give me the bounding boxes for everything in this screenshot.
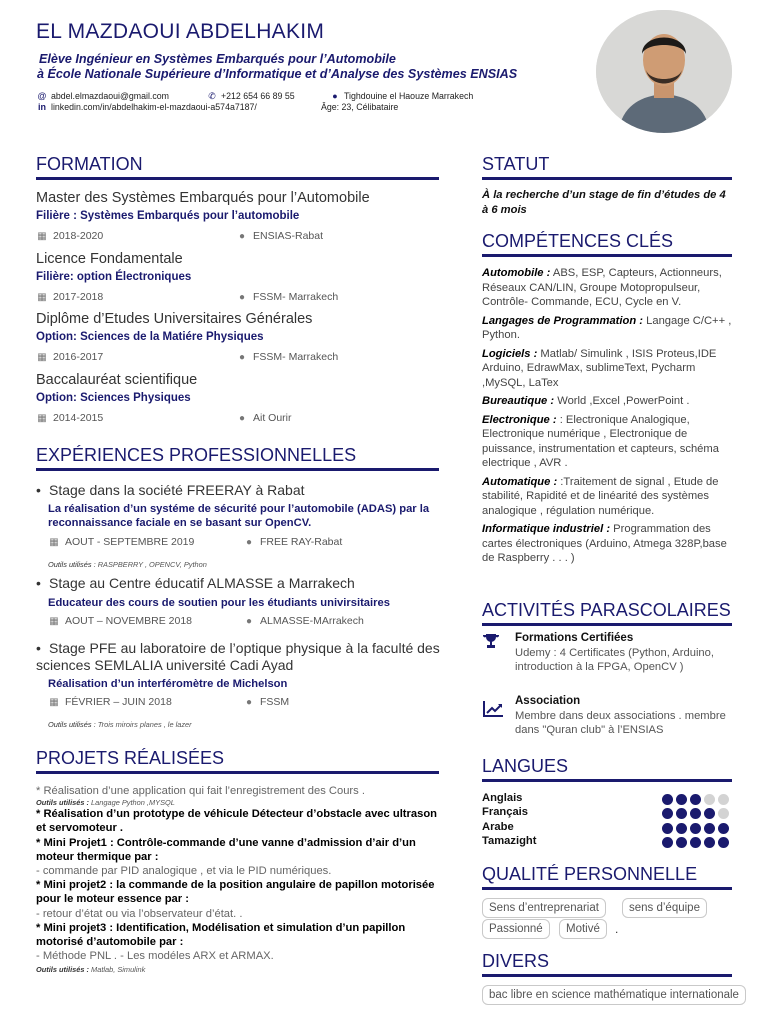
skill-item: [482, 522, 734, 566]
skill-item: [482, 314, 734, 343]
calendar-icon: ▦: [37, 292, 47, 303]
tools-label: Outils utilisés :: [48, 560, 96, 569]
tools-text: Matlab, Simulink: [91, 965, 146, 975]
experience-place: [243, 696, 289, 708]
education-degree: Master des Systèmes Embarqués pour l’Automobile: [36, 190, 370, 206]
experience-description: La réalisation d’un systéme de sécurité pour l’automobile (ADAS) par la reconnaissance faciale en se basant sur OpenCV.: [48, 503, 430, 529]
experience-dates: [48, 615, 192, 627]
experience-dates-text: FÉVRIER – JUIN 2018: [65, 696, 172, 708]
experience-title-text: Stage dans la société FREERAY à Rabat: [49, 482, 305, 498]
projects-list: [36, 784, 448, 974]
linkedin-item[interactable]: [37, 102, 257, 113]
age-status: Âge: 23, Célibataire: [321, 102, 399, 112]
misc-tag: bac libre en science mathématique internationale: [482, 985, 746, 1005]
education-dates: [36, 230, 103, 242]
section-rule-langues: [482, 779, 732, 782]
experience-dates-text: AOUT - SEPTEMBRE 2019: [65, 536, 195, 548]
at-icon: @: [37, 91, 47, 101]
section-rule-experiences: [36, 468, 439, 471]
section-title-qualite: QUALITÉ PERSONNELLE: [482, 864, 698, 884]
section-rule-statut: [482, 177, 732, 180]
experience-description: Réalisation d’un interféromètre de Michelson: [48, 678, 288, 690]
education-place: [236, 351, 338, 363]
calendar-icon: ▦: [37, 231, 47, 242]
tools-text: RASPBERRY , OPENCV, Python: [97, 560, 207, 569]
activity-item: [482, 695, 734, 741]
skill-key: Electronique :: [482, 413, 557, 426]
experience-title: [36, 640, 446, 674]
map-pin-icon: ●: [238, 231, 246, 242]
experience-place-text: FSSM: [260, 696, 290, 708]
profile-photo: [596, 10, 732, 133]
email-text: abdel.elmazdaoui@gmail.com: [51, 91, 169, 101]
experience-dates-text: AOUT – NOVEMBRE 2018: [65, 615, 193, 627]
email-item[interactable]: [37, 91, 169, 102]
skills-list: [482, 266, 734, 570]
section-rule-qualite: [482, 887, 732, 890]
education-dates: [36, 291, 103, 303]
education-place: [236, 291, 338, 303]
phone-item: [207, 91, 295, 102]
education-place: [236, 230, 323, 242]
skill-item: [482, 413, 734, 471]
skill-key: Bureautique :: [482, 395, 555, 407]
project-detail: - commande par PID analogique , et via le PID numériques.: [36, 865, 332, 878]
section-title-projets: PROJETS RÉALISÉES: [36, 748, 225, 768]
education-field: Option: Sciences Physiques: [36, 392, 191, 404]
project-tools: [36, 798, 448, 807]
education-place: [236, 412, 292, 424]
section-rule-formation: [36, 177, 439, 180]
activity-item: [482, 632, 734, 692]
section-title-experiences: EXPÉRIENCES PROFESSIONNELLES: [36, 445, 357, 465]
quality-tag: Sens d’entreprenariat: [482, 898, 606, 918]
bullet-icon: •: [36, 640, 41, 656]
project-detail: - Méthode PNL . - Les modéles ARX et ARMAX.: [36, 950, 274, 963]
language-row: [482, 821, 734, 835]
skill-item: [482, 475, 734, 519]
skill-value: World ,Excel ,PowerPoint .: [554, 395, 690, 407]
calendar-icon: ▦: [49, 537, 59, 548]
project-detail: - retour d’état ou via l’observateur d’état. .: [36, 907, 243, 920]
candidate-headline: [37, 52, 597, 82]
level-dot-filled: [662, 837, 673, 848]
quality-trailing: .: [615, 922, 619, 936]
language-row: [482, 835, 734, 849]
level-dot-filled: [676, 808, 687, 819]
address-text: Tighdouine el Haouze Marrakech: [344, 91, 474, 101]
level-dot-filled: [662, 808, 673, 819]
education-place-text: FSSM- Marrakech: [253, 291, 339, 303]
experience-dates: [48, 696, 172, 708]
section-rule-projets: [36, 771, 439, 774]
education-field: Filière : Systèmes Embarqués pour l’automobile: [36, 210, 300, 222]
level-dot-empty: [704, 794, 715, 805]
experience-place: [243, 536, 342, 548]
language-name: Arabe: [482, 821, 514, 833]
project-tools: [36, 965, 448, 974]
education-field: Filière: option Électroniques: [36, 271, 192, 283]
activity-title: Association: [515, 695, 581, 707]
level-dot-filled: [690, 808, 701, 819]
level-dot-filled: [690, 837, 701, 848]
activity-description: Udemy : 4 Certificates (Python, Arduino, introduction à la FPGA, OpenCV ): [515, 647, 714, 674]
section-title-formation: FORMATION: [36, 154, 143, 174]
skill-key: Automobile :: [482, 267, 551, 279]
map-pin-icon: ●: [238, 413, 246, 424]
experience-place: [243, 615, 364, 627]
education-dates-text: 2014-2015: [53, 412, 104, 424]
language-row: [482, 792, 734, 806]
experience-tools: [48, 560, 207, 569]
project-item: * Mini projet2 : la commande de la position angulaire de papillon motorisée pour le moteur essence par :: [36, 879, 435, 906]
trophy-icon: [482, 632, 504, 655]
bullet-icon: •: [36, 482, 41, 498]
experience-place-text: ALMASSE-MArrakech: [260, 615, 364, 627]
activity-title: Formations Certifiées: [515, 632, 634, 644]
level-dot-empty: [718, 794, 729, 805]
experience-title: [36, 575, 446, 592]
experience-title-text: Stage PFE au laboratoire de l’optique physique à la faculté des sciences SEMLALIA université Cadi Ayad: [36, 640, 440, 673]
education-dates-text: 2017-2018: [53, 291, 104, 303]
headline-line-1: Elève Ingénieur en Systèmes Embarqués pour l’Automobile: [39, 52, 396, 66]
education-degree: Licence Fondamentale: [36, 251, 183, 267]
quality-tag: Passionné: [482, 919, 550, 939]
level-dot-empty: [718, 808, 729, 819]
education-degree: Baccalauréat scientifique: [36, 372, 198, 388]
calendar-icon: ▦: [37, 413, 47, 424]
project-item: * Réalisation d’un prototype de véhicule Détecteur d’obstacle avec ultrason et servomoteur .: [36, 808, 437, 835]
skill-value: Matlab/ Simulink , ISIS Proteus,IDE Arduino, EdrawMax, sublimeText, Pycharm ,MySQL, LaTex: [482, 347, 717, 389]
skill-value: : Electronique Analogique, Electronique numérique , Electronique de puissance, instrumentation et capteurs, schéma electrique , AVR .: [482, 413, 719, 469]
contact-info: [37, 91, 597, 113]
education-degree: Diplôme d’Etudes Universitaires Générales: [36, 311, 313, 327]
section-title-activites: ACTIVITÉS PARASCOLAIRES: [482, 600, 731, 620]
level-dot-filled: [718, 837, 729, 848]
map-pin-icon: ●: [238, 352, 246, 363]
candidate-name: EL MAZDAOUI ABDELHAKIM: [36, 20, 325, 43]
experience-title: [36, 482, 446, 499]
skill-value: Langage C/C++ , Python.: [482, 314, 732, 341]
calendar-icon: ▦: [37, 352, 47, 363]
level-dot-filled: [690, 794, 701, 805]
section-title-langues: LANGUES: [482, 756, 569, 776]
language-name: Anglais: [482, 792, 523, 804]
headline-line-2: à École Nationale Supérieure d’Informatique et d’Analyse des Systèmes ENSIAS: [37, 67, 518, 81]
chart-line-icon: [482, 700, 504, 723]
map-pin-icon: ●: [245, 616, 253, 627]
section-rule-activites: [482, 623, 732, 626]
language-name: Français: [482, 806, 529, 818]
phone-text: +212 654 66 89 55: [221, 91, 295, 101]
skill-item: [482, 394, 734, 409]
address-item: [330, 91, 473, 102]
skill-value: Programmation des cartes électroniques (Arduino, Atmega 328P,base de Raspberry . . . ): [482, 523, 727, 564]
level-dot-filled: [704, 808, 715, 819]
bullet-icon: •: [36, 575, 41, 591]
tools-label: Outils utilisés :: [36, 798, 89, 808]
tools-label: Outils utilisés :: [36, 965, 89, 975]
section-title-competences: COMPÉTENCES CLÉS: [482, 231, 674, 251]
experience-title-text: Stage au Centre éducatif ALMASSE a Marrakech: [49, 575, 355, 591]
calendar-icon: ▦: [49, 697, 59, 708]
level-dot-filled: [690, 823, 701, 834]
quality-tag: Motivé: [559, 919, 607, 939]
level-dot-filled: [662, 823, 673, 834]
skill-key: Langages de Programmation :: [482, 314, 644, 327]
section-title-statut: STATUT: [482, 154, 550, 174]
phone-icon: ✆: [208, 91, 216, 101]
education-dates-text: 2018-2020: [53, 230, 104, 242]
map-pin-icon: ●: [245, 697, 253, 708]
skill-key: Automatique :: [482, 475, 558, 488]
level-dot-filled: [676, 794, 687, 805]
level-dot-filled: [676, 837, 687, 848]
section-rule-competences: [482, 254, 732, 257]
tools-text: Trois miroirs planes , le lazer: [97, 720, 192, 729]
education-place-text: ENSIAS-Rabat: [253, 230, 324, 242]
section-title-divers: DIVERS: [482, 951, 550, 971]
level-dot-filled: [704, 823, 715, 834]
level-dot-filled: [676, 823, 687, 834]
level-dot-filled: [718, 823, 729, 834]
level-dot-filled: [662, 794, 673, 805]
map-pin-icon: ●: [332, 91, 338, 101]
calendar-icon: ▦: [49, 616, 59, 627]
tools-text: Langage Python ,MYSQL: [91, 798, 175, 808]
experience-place-text: FREE RAY-Rabat: [260, 536, 343, 548]
skill-value: ABS, ESP, Capteurs, Actionneurs, Réseaux CAN/LIN, Groupe Motopropulseur, Contrôle- Commande, ECU, Cycle en V.: [482, 267, 722, 308]
language-name: Tamazight: [482, 835, 537, 847]
education-field: Option: Sciences de la Matiére Physiques: [36, 331, 264, 343]
experience-description: Educateur des cours de soutien pour les étudiants univirsitaires: [48, 597, 390, 609]
activity-description: Membre dans deux associations . membre dans "Quran club" à l’ENSIAS: [515, 710, 726, 737]
status-text: À la recherche d’un stage de fin d’études de 4 à 6 mois: [482, 189, 726, 216]
skill-value: :Traitement de signal , Etude de stabilité, Rapidité et de linéarité des systèmes analogique , régulation numérique.: [482, 475, 719, 517]
tools-label: Outils utilisés :: [48, 720, 96, 729]
language-row: [482, 806, 734, 820]
education-dates: [36, 412, 103, 424]
project-item: * Mini Projet1 : Contrôle-commande d’une vanne d’admission d’air d’un moteur thermique par :: [36, 836, 416, 863]
education-dates: [36, 351, 103, 363]
education-dates-text: 2016-2017: [53, 351, 104, 363]
education-place-text: Ait Ourir: [253, 412, 292, 424]
quality-tag: sens d’équipe: [622, 898, 707, 918]
skill-key: Logiciels :: [482, 347, 538, 360]
linkedin-text: linkedin.com/in/abdelhakim-el-mazdaoui-a574a7187/: [51, 102, 257, 112]
education-place-text: FSSM- Marrakech: [253, 351, 339, 363]
skill-item: [482, 347, 734, 391]
map-pin-icon: ●: [238, 292, 246, 303]
map-pin-icon: ●: [245, 537, 253, 548]
section-rule-divers: [482, 974, 732, 977]
linkedin-icon: in: [38, 102, 46, 112]
skill-item: [482, 266, 734, 310]
skill-key: Informatique industriel :: [482, 523, 611, 535]
experience-dates: [48, 536, 194, 548]
project-item: * Mini projet3 : Identification, Modélisation et simulation d’un papillon motorisé d’automobile par :: [36, 921, 406, 949]
profile-photo-illustration: [596, 10, 732, 133]
level-dot-filled: [704, 837, 715, 848]
project-item: * Réalisation d’une application qui fait l’enregistrement des Cours .: [36, 785, 365, 797]
experience-tools: [48, 720, 192, 729]
